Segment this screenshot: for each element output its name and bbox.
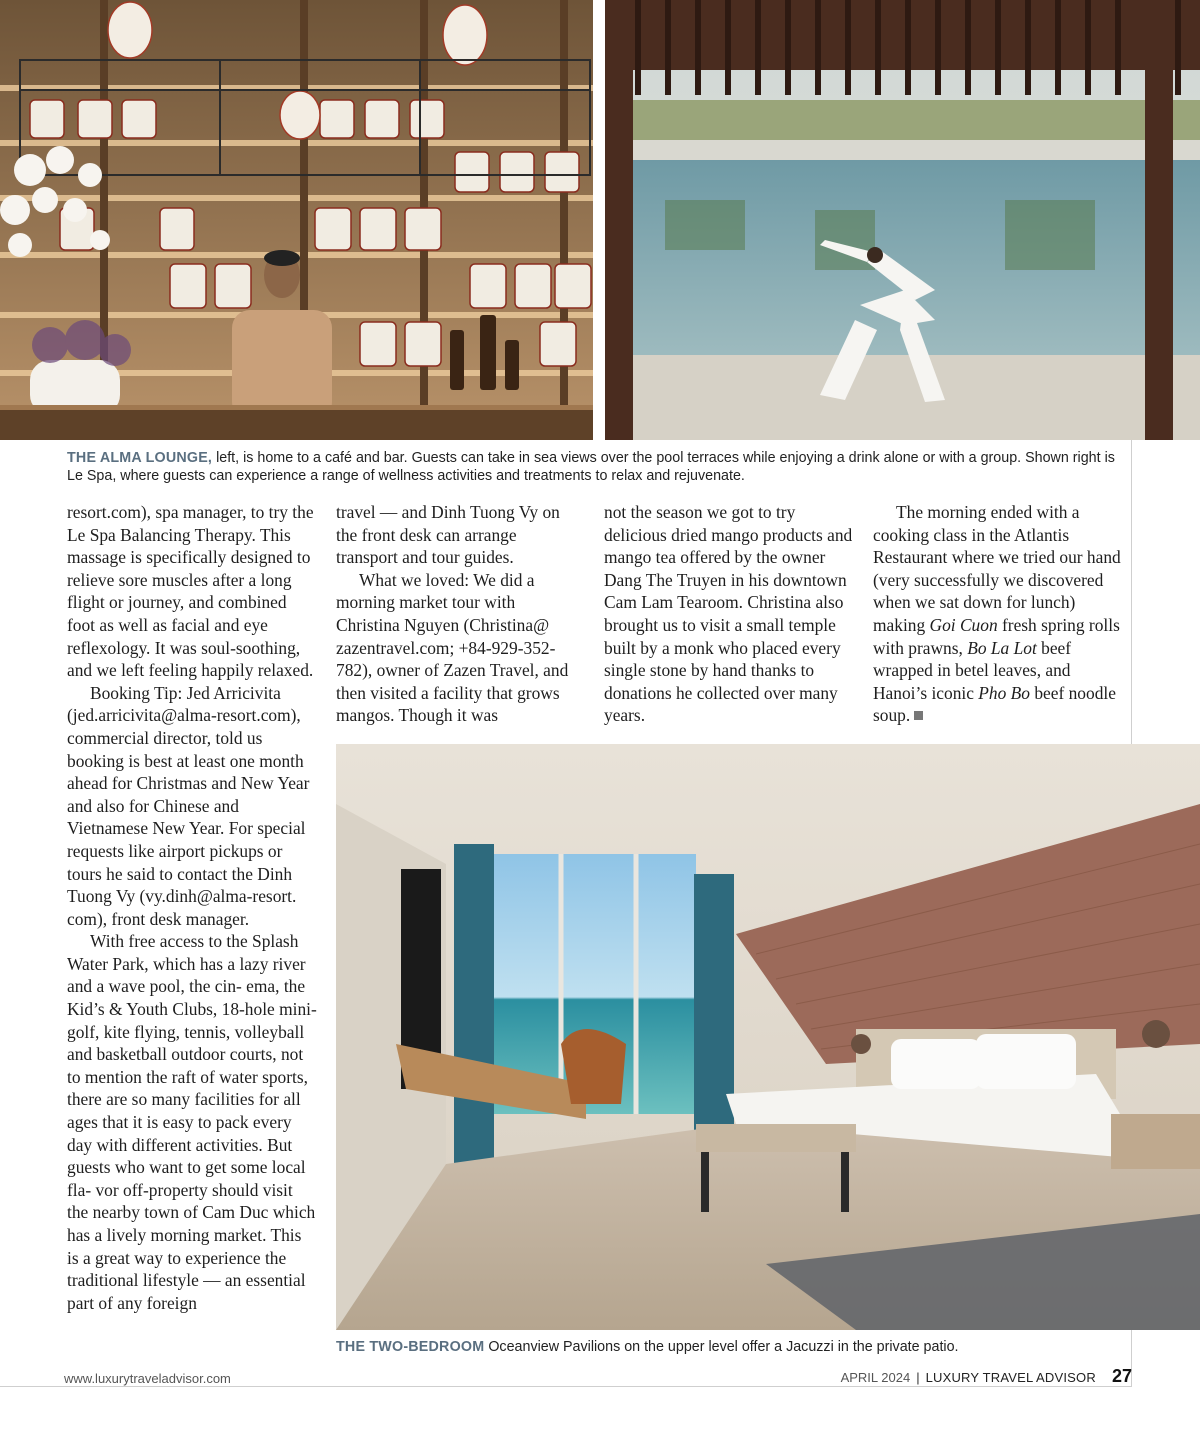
folio-separator: | [916, 1370, 920, 1385]
caption-lead: THE ALMA LOUNGE, [67, 450, 213, 466]
magazine-name: LUXURY TRAVEL ADVISOR [925, 1370, 1096, 1385]
text-run: beef noodle soup. [873, 682, 1116, 726]
page-number: 27 [1111, 1366, 1132, 1386]
dish-name: Bo La Lot [967, 637, 1037, 658]
issue-date: APRIL 2024 [840, 1370, 911, 1385]
caption-text: left, is home to a café and bar. Guests can take in sea views over the pool terraces while enjoying a drink alone or with a group. Shown right is Le Spa, where guests can experience a range of wellness activities and treatments to relax and rejuvenate. [67, 450, 1115, 484]
article-column-3 [604, 501, 854, 727]
top-photo-caption [67, 449, 1127, 485]
dish-name: Goi Cuon [929, 614, 998, 635]
caption-lead: THE TWO-BEDROOM [336, 1339, 485, 1355]
paragraph: What we loved: We did a morning market tour with Christina Nguyen (Christina@ zazentravel.com; +84-929-352- 782), owner of Zazen Travel, and then visited a facility that grows mangos. Though it was [336, 569, 569, 726]
paragraph: not the season we got to try delicious dried mango products and mango tea offered by the owner Dang The Truyen in his downtown Cam Lam Tearoom. Christina also brought us to visit a small temple built by a monk who placed every single stone by hand thanks to donations he collected over many years. [604, 502, 853, 726]
paragraph: travel — and Dinh Tuong Vy on the front desk can arrange transport and tour guides. [336, 502, 560, 568]
text-run: The morning ended with a cooking class in the Atlantis Restaurant where we tried our hand (very successfully we discovered when we sat down for lunch) making [873, 502, 1121, 635]
paragraph: Booking Tip: Jed Arricivita (jed.arricivita@alma-resort.com), commercial director, told us booking is best at least one month ahead for Christmas and New Year and also for Chinese and Vietnamese New Year. For special requests like airport pickups or tours he said to contact the Dinh Tuong Vy (vy.dinh@alma-resort. com), front desk manager. [67, 682, 310, 929]
bedroom-photo [336, 744, 1200, 1330]
caption-text: Oceanview Pavilions on the upper level offer a Jacuzzi in the private patio. [484, 1339, 959, 1355]
paragraph [873, 501, 1123, 727]
footer-folio [841, 1366, 1132, 1387]
article-column-4 [873, 501, 1123, 727]
bottom-photo-caption [336, 1338, 1126, 1356]
column-rule [1131, 440, 1132, 744]
paragraph: resort.com), spa manager, to try the Le Spa Balancing Therapy. This massage is specifically designed to relieve sore muscles after a long flight or journey, and combined foot as well as facial and eye reflexology. It was soul-soothing, and we left feeling happily relaxed. [67, 502, 314, 681]
alma-lounge-photo [0, 0, 593, 440]
footer-website: www.luxurytraveladvisor.com [64, 1371, 231, 1386]
text-run: beef wrapped in betel leaves, and Hanoi’s iconic [873, 637, 1072, 703]
text-run: fresh spring rolls with prawns, [873, 614, 1120, 658]
end-mark-icon [914, 711, 923, 720]
article-column-2 [336, 501, 581, 727]
paragraph: With free access to the Splash Water Park, which has a lazy river and a wave pool, the cin- ema, the Kid’s & Youth Clubs, 18-hole mini-golf, kite flying, tennis, volleyball and basketball outdoor courts, not to mention the raft of water sports, there are so many facilities for all ages that it is easy to pack every day with different activities. But guests who want to get some local fla- vor off-property should visit the nearby town of Cam Duc which has a lively morning market. This is a great way to experience the traditional lifestyle — an essential part of any foreign [67, 931, 317, 1313]
article-column-1 [67, 501, 317, 1314]
le-spa-photo [605, 0, 1200, 440]
dish-name: Pho Bo [978, 682, 1030, 703]
